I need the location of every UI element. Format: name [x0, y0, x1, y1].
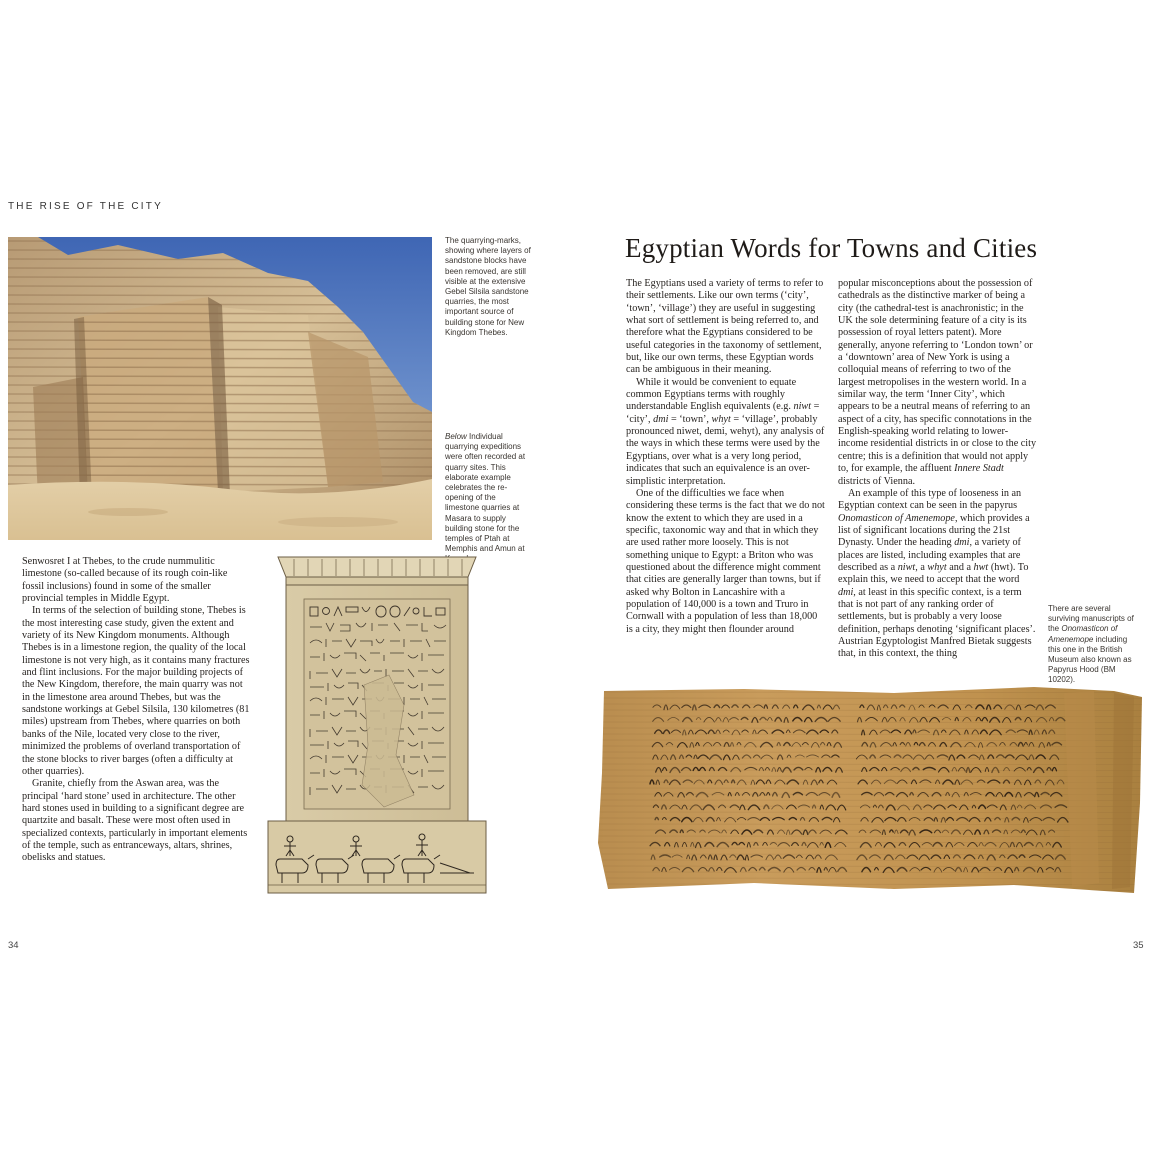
stele-caption — [445, 432, 531, 565]
left-column — [22, 556, 250, 865]
middle-paragraph-1: The Egyptians used a variety of terms to refer to their settlements. Like our own terms (‘city’, ‘town’, ‘village’) they are useful in suggesting what sort of settlement is being referred to, and therefore what the Egyptians considered to be useful categories in the taxonomy of settlement, but, like our own terms, these Egyptian words can be ambiguous in their meaning. — [626, 278, 824, 376]
running-head: THE RISE OF THE CITY — [8, 201, 163, 212]
stele-caption-lead: Below — [445, 432, 467, 441]
middle-column — [626, 278, 826, 636]
page-number-left: 34 — [8, 940, 19, 951]
stele-caption-text: Individual quarrying expeditions were often recorded at quarry sites. This elaborate example celebrates the re-opening of the limestone quarries at Masara to supply building stone for the temples of Ptah at Memphis and Amun at — [445, 432, 526, 554]
quarry-photo — [8, 237, 432, 540]
stele-drawing — [264, 555, 490, 897]
right-column — [838, 278, 1038, 661]
left-paragraph-2: In terms of the selection of building stone, Thebes is the most interesting case study, given the extent and variety of its New Kingdom monuments. Although Thebes is in a limestone region, the quality of the local limestone is not very high, as it contains many fractures and flint inclusions. For the major building projects of the New Kingdom, therefore, the main quarry was not in the limestone area around Thebes, but was the sandstone workings at Gebel Silsila, 130 kilometres (81 miles) upstream from Thebes, where quarries on both banks of the Nile, located very close to the river, minimized the problems of overland transportation of the stone blocks to river barges (often a difficulty at other quarries). — [22, 605, 250, 777]
section-heading: Egyptian Words for Towns and Cities — [625, 233, 1038, 263]
papyrus-image — [594, 683, 1144, 895]
right-paragraph-1: popular misconceptions about the possession of cathedrals as the distinctive marker of being a city (the cathedral-test is anachronistic; in the UK the sole determining feature of a city is its possession of royal letters patent). More generally, anyone referring to ‘London town’ or a ‘downtown’ area of New York is using a colloquial means of referring to two of the largest metropolises in the western world. In a similar way, the term ‘Inner City’, which appears to be a neutral means of referring to an aspect of a city, has specific connotations in the English-speaking world relating to lower-income residential districts in or close to the city centre; this is a definition that would not apply to, for example, the affluent Innere Stadt districts of Vienna. — [838, 278, 1037, 487]
middle-paragraph-2: While it would be convenient to equate common Egyptians terms with roughly understandable English equivalents (e.g. niwt = ‘city’, dmi = ‘town’, whyt = ‘village’, probably pronounced niwet, demi, wehyt), any analysis of the ways in which these terms were used by the Egyptians, over what is a very long period, indicates that such an equivalence is an over-simplistic interpretation. — [626, 376, 825, 487]
papyrus-caption: There are several surviving manuscripts of the Onomasticon of Amenemope including this one in the British Museum also known as Papyrus Hood (BM 10202). — [1048, 604, 1134, 685]
photo-caption — [445, 236, 531, 338]
left-paragraph-1: Senwosret I at Thebes, to the crude nummulitic limestone (so-called because of its rough coin-like fossil inclusions) found in some of the smaller provincial temples in Middle Egypt. — [22, 556, 228, 605]
page-number-right: 35 — [1133, 940, 1144, 951]
photo-caption-text: The quarrying-marks, showing where layers of sandstone blocks have been removed, are still visible at the extensive Gebel Silsila sandstone quarries, the most important source of building stone for New Kingdom Thebes. — [445, 236, 531, 337]
right-paragraph-2: An example of this type of looseness in an Egyptian context can be seen in the papyrus Onomasticon of Amenemope, which provides a list of significant locations during the 21st Dynasty. Under the heading dmi, a variety of places are listed, including examples that are described as a niwt, a whyt and a hwt (hwt). To explain this, we need to accept that the word dmi, at least in this specific context, is a term that is not part of any ranking order of settlements, but is probably a very loose definition, perhaps denoting ‘significant places’. Austrian Egyptologist Manfred Bietak suggests that, in this context, the thing — [838, 487, 1036, 660]
left-paragraph-3: Granite, chiefly from the Aswan area, was the principal ‘hard stone’ used in architecture. The other hard stones used in building to a significant degree are quartzite and basalt. These were most often used in specialized contexts, particularly in important elements of the temple, such as entranceways, altars, shrines, obelisks and statues. — [22, 778, 248, 864]
middle-paragraph-3: One of the difficulties we face when considering these terms is the fact that we do not know the extent to which they are used in a specific, taxonomic way and that in which they are used rather more loosely. This is not something unique to Egypt: a Briton who was questioned about the difference might comment that cities are generally larger than towns, but if asked why Bolton in Lancashire with a population of 140,000 is a town and Truro in Cornwall with a population of less than 18,000 is a city, they might then flounder around — [626, 487, 825, 635]
